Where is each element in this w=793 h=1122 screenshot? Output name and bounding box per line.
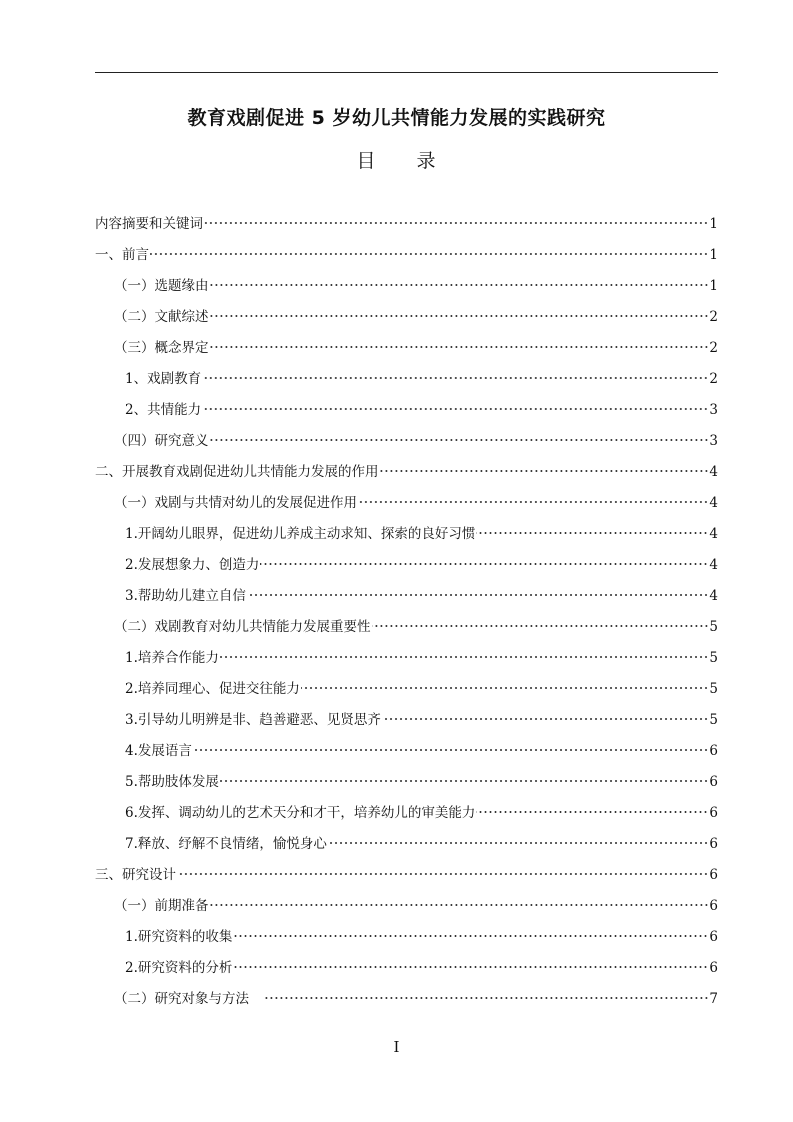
toc-entry-title: 内容摘要和关键词 xyxy=(95,216,203,232)
toc-entry[interactable] xyxy=(95,457,718,488)
toc-dot-leader xyxy=(301,686,709,690)
toc-dot-leader xyxy=(220,655,709,659)
toc-dot-leader xyxy=(372,624,709,628)
toc-dot-leader xyxy=(210,903,709,907)
toc-entry[interactable] xyxy=(95,984,718,1015)
toc-dot-leader xyxy=(476,810,708,814)
toc-dot-leader xyxy=(204,221,708,225)
toc-entry-page: 1 xyxy=(709,278,718,294)
toc-entry-title: 一、前言 xyxy=(95,247,149,263)
toc-entry-page: 6 xyxy=(709,743,718,759)
document-title: 教育戏剧促进 5 岁幼儿共情能力发展的实践研究 xyxy=(187,107,606,129)
toc-entry-title: 2.研究资料的分析 xyxy=(125,960,233,976)
toc-dot-leader xyxy=(264,996,709,1000)
toc-entry-page: 2 xyxy=(709,371,718,387)
toc-dot-leader xyxy=(193,748,709,752)
toc-entry-title: 1.研究资料的收集 xyxy=(125,929,233,945)
toc-entry[interactable] xyxy=(95,736,718,767)
toc-entry-title: 7.释放、纾解不良情绪，愉悦身心 xyxy=(125,836,327,852)
toc-entry-title: （一）前期准备 xyxy=(114,898,209,914)
toc-dot-leader xyxy=(358,500,708,504)
toc-dot-leader xyxy=(177,872,708,876)
toc-entry-title: （一）选题缘由 xyxy=(114,278,209,294)
toc-dot-leader xyxy=(210,345,709,349)
toc-dot-leader xyxy=(382,717,709,721)
toc-entry[interactable] xyxy=(95,767,718,798)
table-of-contents xyxy=(95,209,718,1015)
toc-entry-title: 1、戏剧教育 xyxy=(125,371,202,387)
toc-entry-page: 7 xyxy=(709,991,718,1007)
toc-entry-title: （二）文献综述 xyxy=(114,309,209,325)
toc-dot-leader xyxy=(233,965,708,969)
toc-entry[interactable] xyxy=(95,612,718,643)
toc-entry[interactable] xyxy=(95,426,718,457)
toc-entry[interactable] xyxy=(95,395,718,426)
toc-dot-leader xyxy=(260,562,708,566)
toc-entry-title: 1.培养合作能力 xyxy=(125,650,219,666)
toc-entry[interactable] xyxy=(95,488,718,519)
toc-entry-page: 4 xyxy=(709,588,718,604)
toc-entry-page: 3 xyxy=(709,433,718,449)
toc-entry[interactable] xyxy=(95,953,718,984)
toc-entry[interactable] xyxy=(95,705,718,736)
toc-entry-page: 5 xyxy=(709,712,718,728)
toc-entry-page: 2 xyxy=(709,340,718,356)
toc-entry[interactable] xyxy=(95,302,718,333)
toc-entry[interactable] xyxy=(95,333,718,364)
toc-dot-leader xyxy=(202,376,708,380)
toc-entry[interactable] xyxy=(95,550,718,581)
toc-entry[interactable] xyxy=(95,209,718,240)
toc-entry-page: 6 xyxy=(709,836,718,852)
toc-entry-title: （三）概念界定 xyxy=(114,340,209,356)
toc-dot-leader xyxy=(247,593,709,597)
toc-dot-leader xyxy=(210,314,709,318)
toc-entry-title: 2.培养同理心、促进交往能力 xyxy=(125,681,300,697)
toc-entry-page: 6 xyxy=(709,774,718,790)
toc-entry-page: 4 xyxy=(709,557,718,573)
toc-dot-leader xyxy=(150,252,708,256)
toc-entry-page: 4 xyxy=(709,464,718,480)
toc-entry-page: 6 xyxy=(709,805,718,821)
toc-dot-leader xyxy=(210,438,709,442)
toc-entry-title: 2.发展想象力、创造力 xyxy=(125,557,260,573)
toc-entry[interactable] xyxy=(95,240,718,271)
toc-entry-page: 1 xyxy=(709,247,718,263)
toc-entry-page: 6 xyxy=(709,867,718,883)
toc-entry-title: 2、共情能力 xyxy=(125,402,202,418)
toc-dot-leader xyxy=(210,283,709,287)
toc-dot-leader xyxy=(220,779,709,783)
toc-entry-page: 1 xyxy=(709,216,718,232)
toc-heading: 目 录 xyxy=(356,150,437,172)
toc-entry-title: 二、开展教育戏剧促进幼儿共情能力发展的作用 xyxy=(95,464,379,480)
toc-entry-title: 三、研究设计 xyxy=(95,867,176,883)
toc-entry[interactable] xyxy=(95,829,718,860)
toc-dot-leader xyxy=(380,469,709,473)
toc-dot-leader xyxy=(233,934,708,938)
toc-entry-page: 5 xyxy=(709,650,718,666)
toc-entry-page: 2 xyxy=(709,309,718,325)
toc-entry-page: 5 xyxy=(709,681,718,697)
toc-dot-leader xyxy=(328,841,709,845)
toc-entry-page: 6 xyxy=(709,898,718,914)
toc-entry-title: 5.帮助肢体发展 xyxy=(125,774,219,790)
toc-entry-page: 3 xyxy=(709,402,718,418)
toc-entry[interactable] xyxy=(95,581,718,612)
toc-entry-title: （四）研究意义 xyxy=(114,433,209,449)
toc-dot-leader xyxy=(202,407,708,411)
toc-entry-title: 1.开阔幼儿眼界，促进幼儿养成主动求知、探索的良好习惯 xyxy=(125,526,476,542)
toc-entry-page: 4 xyxy=(709,526,718,542)
toc-entry-title: （二）研究对象与方法 xyxy=(114,991,263,1007)
toc-entry[interactable] xyxy=(95,798,718,829)
header-rule xyxy=(95,72,718,73)
toc-entry-title: （一）戏剧与共情对幼儿的发展促进作用 xyxy=(114,495,357,511)
page-number: I xyxy=(393,1038,400,1056)
toc-entry-title: 6.发挥、调动幼儿的艺术天分和才干，培养幼儿的审美能力 xyxy=(125,805,476,821)
toc-entry-page: 4 xyxy=(709,495,718,511)
toc-entry-title: 4.发展语言 xyxy=(125,743,192,759)
toc-entry[interactable] xyxy=(95,674,718,705)
toc-entry-title: 3.帮助幼儿建立自信 xyxy=(125,588,246,604)
toc-entry[interactable] xyxy=(95,922,718,953)
toc-entry-title: 3.引导幼儿明辨是非、趋善避恶、见贤思齐 xyxy=(125,712,381,728)
toc-entry[interactable] xyxy=(95,891,718,922)
toc-dot-leader xyxy=(476,531,708,535)
toc-entry-page: 6 xyxy=(709,929,718,945)
toc-entry[interactable] xyxy=(95,643,718,674)
toc-entry[interactable] xyxy=(95,271,718,302)
toc-entry[interactable] xyxy=(95,860,718,891)
toc-entry-page: 5 xyxy=(709,619,718,635)
toc-entry-title: （二）戏剧教育对幼儿共情能力发展重要性 xyxy=(114,619,371,635)
toc-entry[interactable] xyxy=(95,364,718,395)
toc-entry[interactable] xyxy=(95,519,718,550)
toc-entry-page: 6 xyxy=(709,960,718,976)
